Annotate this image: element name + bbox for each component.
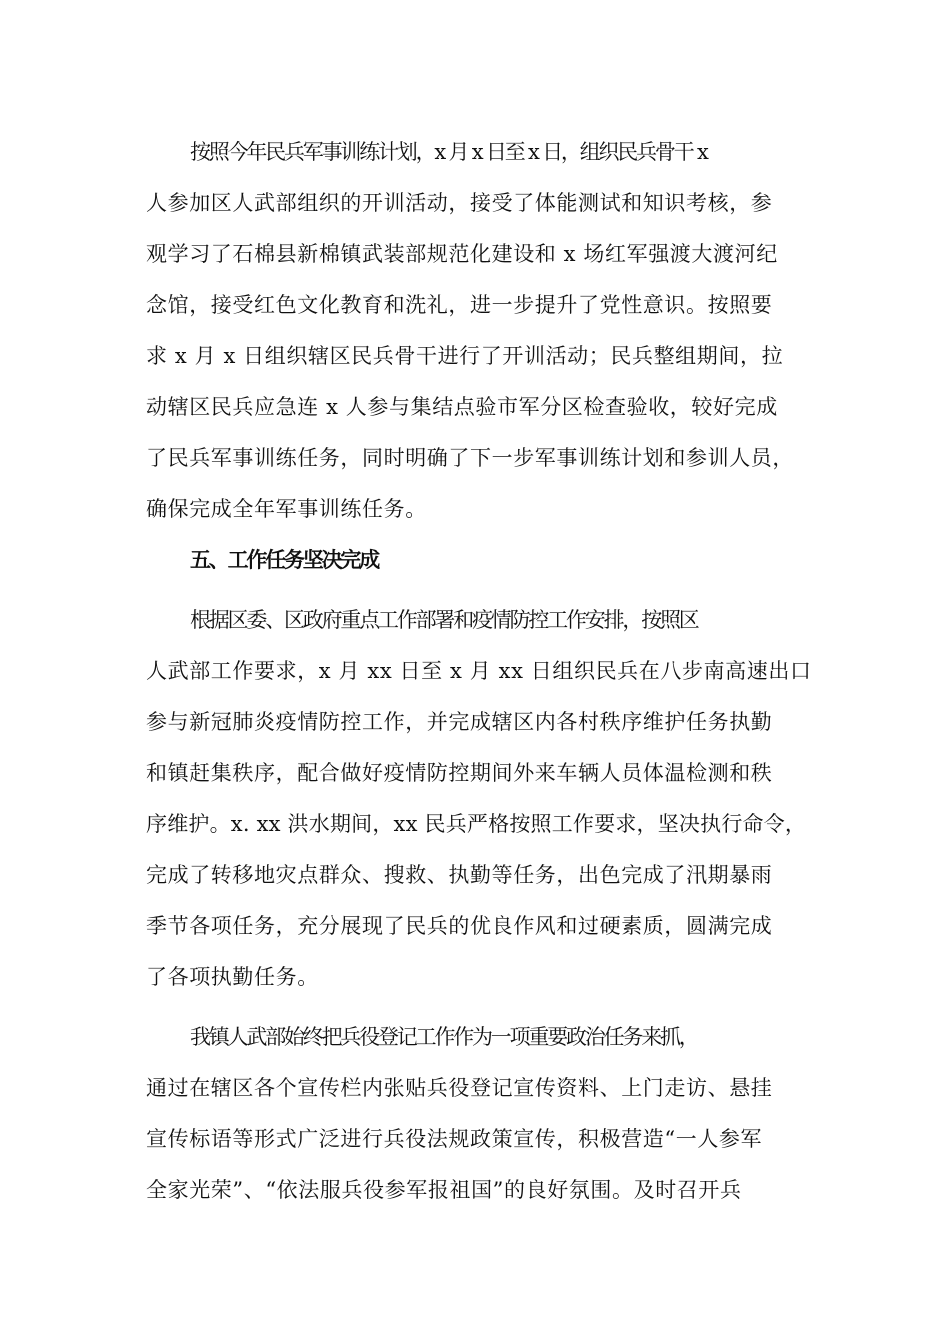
- section-heading-5: 五、工作任务坚决完成: [190, 548, 378, 572]
- paragraph-3-line-2: 通过在辖区各个宣传栏内张贴兵役登记宣传资料、上门走访、悬挂: [146, 1076, 773, 1100]
- paragraph-1-line-6: 动辖区民兵应急连 x 人参与集结点验市军分区检查验收，较好完成: [146, 395, 778, 419]
- paragraph-1-line-5: 求 x 月 x 日组织辖区民兵骨干进行了开训活动；民兵整组期间，拉: [146, 344, 784, 368]
- paragraph-2-line-5: 序维护。x. xx 洪水期间，xx 民兵严格按照工作要求，坚决执行命令，: [146, 812, 807, 836]
- paragraph-3-line-4: 全家光荣”、“依法服兵役参军报祖国”的良好氛围。及时召开兵: [146, 1178, 742, 1202]
- paragraph-1-line-2: 人参加区人武部组织的开训活动，接受了体能测试和知识考核，参: [146, 191, 773, 215]
- paragraph-2-line-2: 人武部工作要求，x 月 xx 日至 x 月 xx 日组织民兵在八步南高速出口: [146, 659, 812, 683]
- paragraph-1-line-8: 确保完成全年军事训练任务。: [146, 497, 427, 521]
- paragraph-2-line-4: 和镇赶集秩序，配合做好疫情防控期间外来车辆人员体温检测和秩: [146, 761, 773, 785]
- paragraph-1-line-3: 观学习了石棉县新棉镇武装部规范化建设和 x 场红军强渡大渡河纪: [146, 242, 778, 266]
- paragraph-2-line-8: 了各项执勤任务。: [146, 965, 319, 989]
- paragraph-1-line-1: 按照今年民兵军事训练计划，x 月 x 日至 x 日，组织民兵骨干 x: [190, 140, 707, 164]
- paragraph-2-line-7: 季节各项任务，充分展现了民兵的优良作风和过硬素质，圆满完成: [146, 914, 773, 938]
- paragraph-3-line-1: 我镇人武部始终把兵役登记工作作为一项重要政治任务来抓，: [190, 1025, 698, 1049]
- paragraph-2-line-3: 参与新冠肺炎疫情防控工作，并完成辖区内各村秩序维护任务执勤: [146, 710, 773, 734]
- paragraph-1-line-7: 了民兵军事训练任务，同时明确了下一步军事训练计划和参训人员，: [146, 446, 794, 470]
- paragraph-2-line-6: 完成了转移地灾点群众、搜救、执勤等任务，出色完成了汛期暴雨: [146, 863, 773, 887]
- paragraph-1-line-4: 念馆，接受红色文化教育和洗礼，进一步提升了党性意识。按照要: [146, 293, 773, 317]
- paragraph-2-line-1: 根据区委、区政府重点工作部署和疫情防控工作安排，按照区: [190, 608, 698, 632]
- paragraph-3-line-3: 宣传标语等形式广泛进行兵役法规政策宣传，积极营造“一人参军: [146, 1127, 763, 1151]
